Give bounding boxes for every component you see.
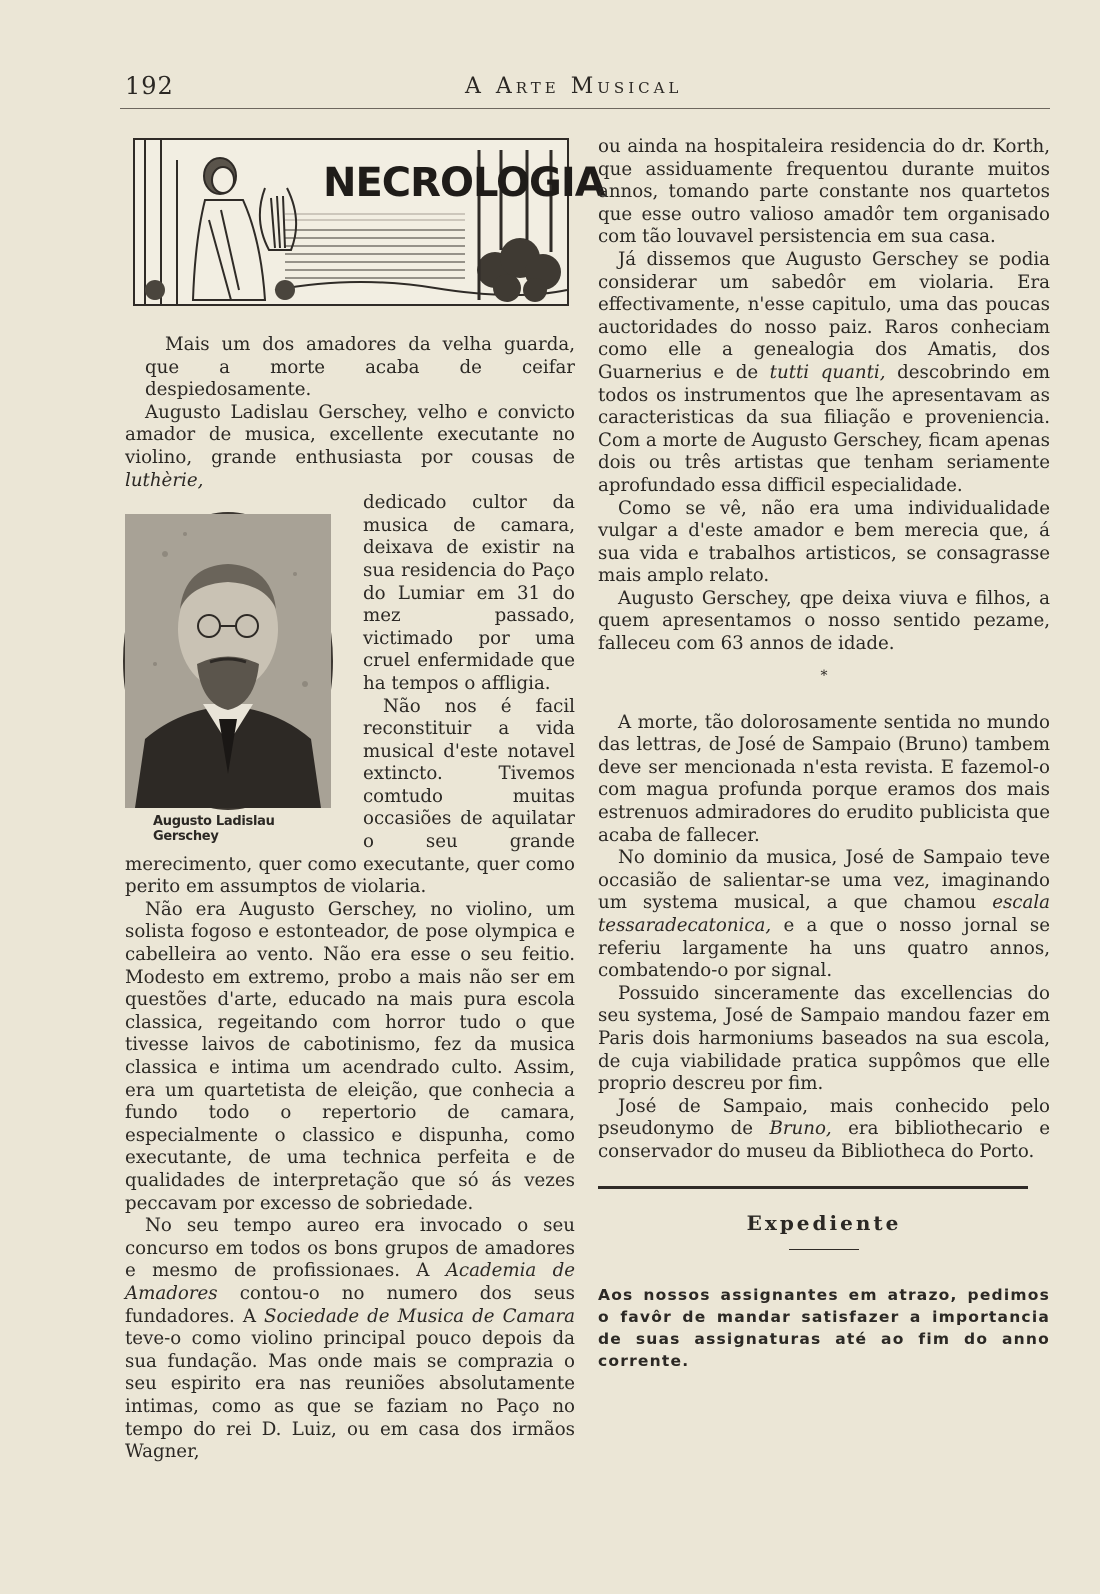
paragraph-4: Não era Augusto Gerschey, no violino, um solista fogoso e estonteador, de pose olympica e cabelleira ao vento. Não era esse o seu feitio. Modesto em extremo, probo a mais não ser em questões d'arte, educado na mais pura escola classica, regeitando com horror tudo o que tivesse laivos de cabotinismo, fez da musica classica e intima um acendrado culto. Assim, era um quartetista de eleição, que conhecia a fundo todo o repertorio de camara, especialmente o classico e dispunha, como executante, de uma technica perfeita e de qualidades de interpretação que só ás vezes peccavam por excesso de sobriedade. (125, 898, 575, 1214)
header-rule (120, 108, 1050, 109)
paragraph-2-end: dedicado cultor da musica de camara, deixava de existir na sua residencia do Paço do Lumiar em 31 do mez passado, victimado por uma cruel enfermidade que ha tempos o affligia. (363, 492, 575, 694)
paragraph-intro: Mais um dos amadores da velha guarda, que a morte acaba de ceifar despiedosamente. (145, 334, 575, 401)
paragraph-sampaio-1: A morte, tão dolorosamente sentida no mundo das lettras, de José de Sampaio (Bruno) tambem deve ser mencionada n'esta revista. E fazemol-o com magua profunda porque eramos dos mais estrenuos admiradores do erudito publicista que acaba de fallecer. (598, 711, 1050, 846)
portrait-caption: Augusto Ladislau Gerschey (153, 814, 275, 845)
right-column (598, 136, 1050, 1372)
paragraph-sampaio-3: Possuido sinceramente das excellencias do seu systema, José de Sampaio mandou fazer em Paris dois harmoniums baseados na sua escola, de cuja viabilidade pratica suppômos que elle proprio descreu por fim. (598, 982, 1050, 1095)
portrait-oval (123, 512, 333, 810)
paragraph-violaria: Já dissemos que Augusto Gerschey se podia considerar um sabedôr em violaria. Era effectivamente, n'esse capitulo, uma das poucas auctoridades do nosso paiz. Raros conheciam como elle a genealogia dos Amatis, dos Guarnerius e de tutti quanti, descobrindo em todos os instrumentos que lhe apresentavam as caracteristicas da sua filiação e proveniencia. Com a morte de Augusto Gerschey, ficam apenas dois ou três artistas que tenham seriamente aprofundado essa difficil especialidade. (598, 248, 1050, 496)
paragraph-sampaio-4: José de Sampaio, mais conhecido pelo pseudonymo de Bruno, era bibliothecario e conservador do museu da Bibliotheca do Porto. (598, 1095, 1050, 1162)
necrologia-banner (133, 138, 605, 306)
expediente-short-rule (789, 1249, 859, 1250)
expediente-rule (598, 1186, 1028, 1189)
journal-title: A Arte Musical (465, 74, 683, 99)
expediente-notice: Aos nossos assignantes em atrazo, pedimos o favôr de mandar satisfazer a importancia de suas assignaturas até ao fim do anno corrente. (598, 1285, 1050, 1370)
paragraph-sampaio-2: No dominio da musica, José de Sampaio teve occasião de salientar-se uma vez, imaginando um systema musical, a que chamou escala tessaradecatonica, e a que o nosso jornal se referiu largamente ha uns quatro annos, combatendo-o por signal. (598, 847, 1050, 982)
paragraph-3: Não nos é facil reconstituir a vida musical d'este notavel extincto. Tivemos comtudo muitas occasiões de aquilatar o seu grande merecimento, quer como executante, quer como perito em assumptos de violaria. (125, 695, 575, 898)
expediente-heading: Expediente (746, 1210, 902, 1235)
necrologia-title: NECROLOGIA (323, 160, 605, 206)
paragraph-2-start: Augusto Ladislau Gerschey, velho e convicto amador de musica, excellente executante no violino, grande enthusiasta por cousas de luthèrie, (125, 401, 575, 491)
page-number: 192 (125, 72, 174, 100)
paragraph-individualidade: Como se vê, não era uma individualidade vulgar a d'este amador e bem merecia que, á sua vida e trabalhos artisticos, se consagrasse mais amplo relato. (598, 497, 1050, 587)
paragraph-continued: ou ainda na hospitaleira residencia do dr. Korth, que assiduamente frequentou durante muitos annos, tomando parte constante nos quartetos que esse outro valioso amadôr tem organisado com tão louvavel persistencia em sua casa. (598, 136, 1050, 248)
paragraph-5: No seu tempo aureo era invocado o seu concurso em todos os bons grupos de amadores e mesmo de profissionaes. A Academia de Amadores contou-o no numero dos seus fundadores. A Sociedade de Musica de Camara teve-o como violino principal pouco depois da sua fundação. Mas onde mais se comprazia o seu espirito era nas reuniões absolutamente intimas, como as que se faziam no Paço no tempo do rei D. Luiz, ou em casa dos irmãos Wagner, (125, 1215, 576, 1463)
portrait-man-icon (125, 514, 331, 808)
section-separator: * (820, 667, 828, 684)
portrait-figure (123, 494, 349, 845)
paragraph-pezame: Augusto Gerschey, qpe deixa viuva e filhos, a quem apresentamos o nosso sentido pezame, falleceu com 63 annos de idade. (598, 587, 1050, 655)
running-header (125, 72, 1050, 108)
left-column (125, 138, 605, 1464)
